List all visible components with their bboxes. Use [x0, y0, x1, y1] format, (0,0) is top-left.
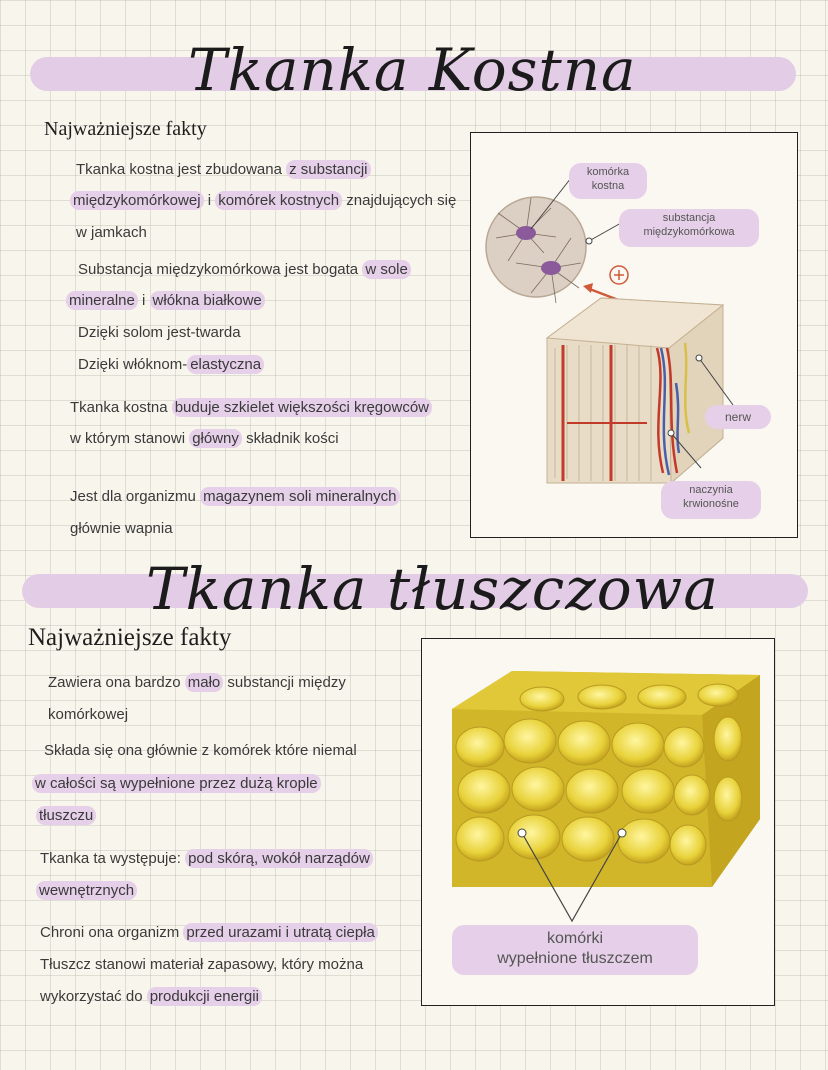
- text-line: Tkanka kostna jest zbudowana z substancji: [76, 160, 371, 180]
- text-line: Substancja międzykomórkowa jest bogata w sole: [78, 260, 411, 280]
- text-line: Dzięki włóknom- elastyczna: [78, 355, 264, 375]
- label-intercellular-substance: substancja międzykomórkowa: [619, 209, 759, 247]
- text-line: Tkanka ta występuje: pod skórą, wokół narządów: [40, 849, 373, 869]
- section-title-fat: Tkanka tłuszczowa: [146, 555, 719, 623]
- text-line: w którym stanowi główny składnik kości: [70, 430, 339, 447]
- text-line: głównie wapnia: [70, 520, 173, 537]
- fat-tissue-figure: [421, 638, 775, 1006]
- text-line: wykorzystać do produkcji energii: [40, 987, 262, 1007]
- text-line: tłuszczu: [36, 806, 96, 826]
- text-line: Chroni ona organizm przed urazami i utratą ciepła: [40, 923, 378, 943]
- subheading-bone: Najważniejsze fakty: [44, 118, 207, 140]
- text-line: Składa się ona głównie z komórek które niemal: [44, 742, 357, 759]
- subheading-fat: Najważniejsze fakty: [28, 624, 232, 651]
- text-line: międzykomórkowej i komórek kostnych znajdujących się: [70, 191, 456, 211]
- text-line: Tkanka kostna buduje szkielet większości kręgowców: [70, 398, 432, 418]
- text-line: wewnętrznych: [36, 881, 137, 901]
- text-line: Dzięki solom jest-twarda: [78, 324, 241, 341]
- text-line: w całości są wypełnione przez dużą krople: [32, 774, 321, 794]
- label-bone-cell: komórka kostna: [569, 163, 647, 199]
- text-line: mineralne i włókna białkowe: [66, 291, 265, 311]
- text-line: komórkowej: [48, 706, 129, 723]
- label-nerve: nerw: [705, 405, 771, 429]
- text-line: Zawiera ona bardzo mało substancji między: [48, 674, 346, 691]
- bone-tissue-figure: [470, 132, 798, 538]
- label-fat-cells: komórki wypełnione tłuszczem: [452, 925, 698, 975]
- label-blood-vessels: naczynia krwionośne: [661, 481, 761, 519]
- text-line: Jest dla organizmu magazynem soli mineralnych: [70, 487, 400, 507]
- section-title-bone: Tkanka Kostna: [188, 36, 637, 104]
- text-line: w jamkach: [76, 224, 147, 241]
- text-line: Tłuszcz stanowi materiał zapasowy, który można: [40, 956, 364, 973]
